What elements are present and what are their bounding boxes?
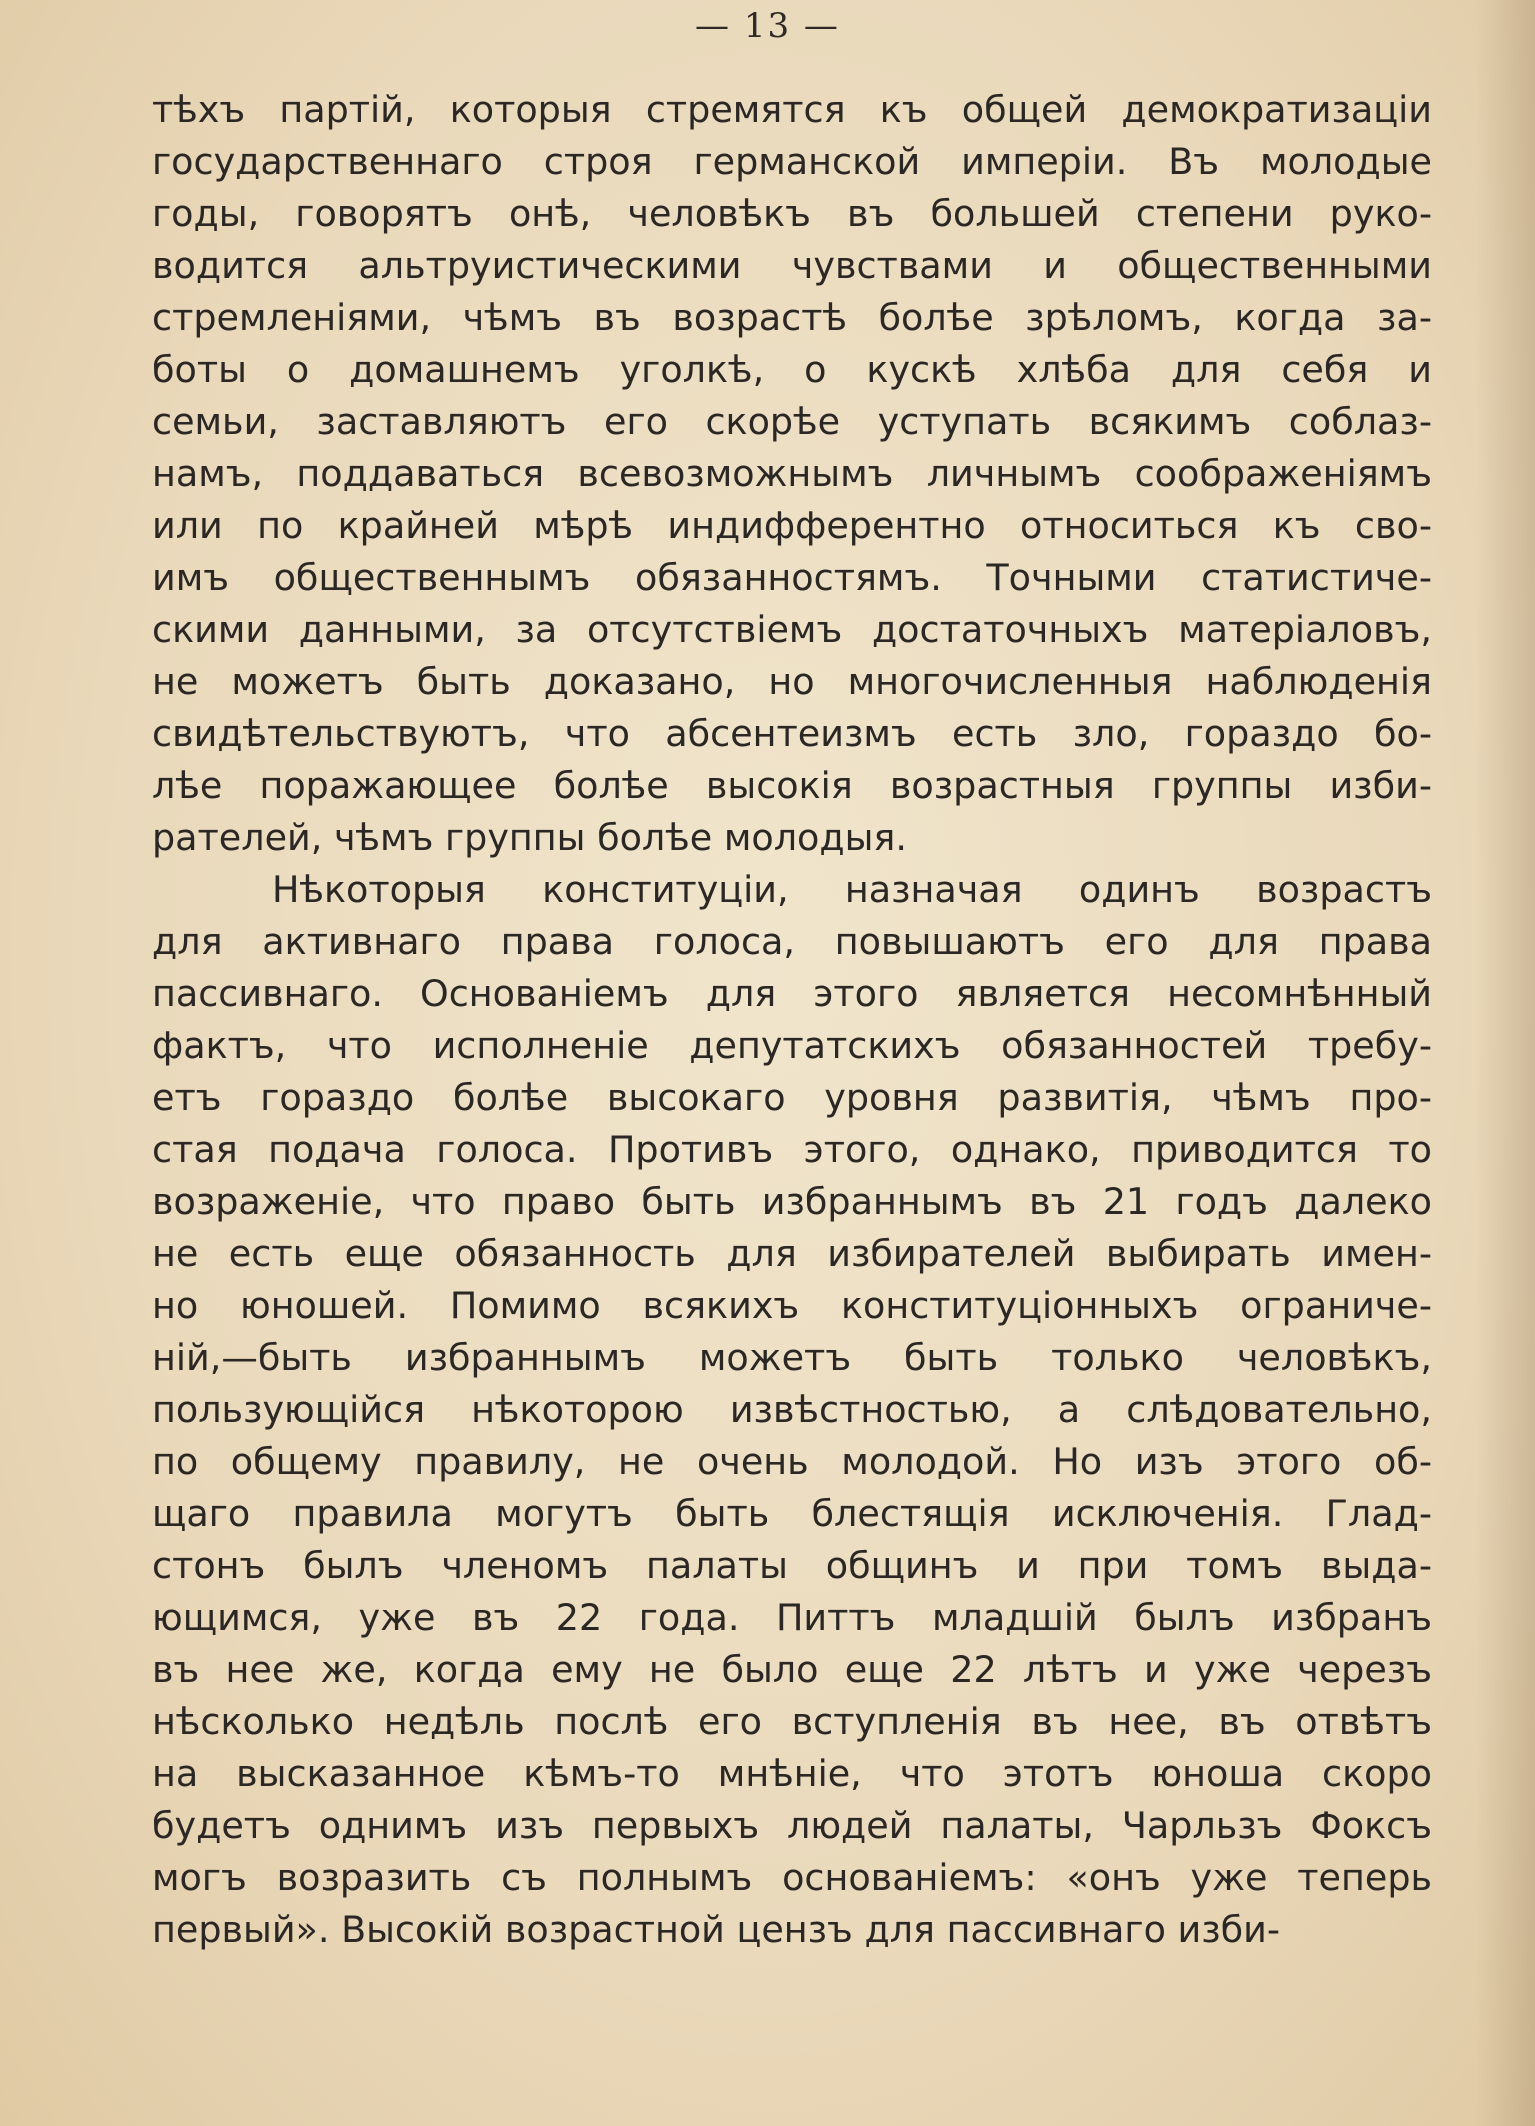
text-line: свидѣтельствуютъ, что абсентеизмъ есть зло, гораздо бо- <box>152 712 1432 755</box>
text-line: по общему правилу, не очень молодой. Но изъ этого об- <box>152 1440 1432 1483</box>
text-line: государственнаго строя германской имперіи. Въ молодые <box>152 140 1432 183</box>
text-line: лѣе поражающее болѣе высокія возрастныя группы изби- <box>152 764 1432 807</box>
text-line: годы, говорятъ онѣ, человѣкъ въ большей степени руко- <box>152 192 1432 235</box>
text-line: ющимся, уже въ 22 года. Питтъ младшій былъ избранъ <box>152 1596 1432 1639</box>
text-line: боты о домашнемъ уголкѣ, о кускѣ хлѣба для себя и <box>152 348 1432 391</box>
page-edge-shadow <box>1475 0 1535 2126</box>
text-line: стая подача голоса. Противъ этого, однако, приводится то <box>152 1128 1432 1171</box>
text-line: пассивнаго. Основаніемъ для этого является несомнѣнный <box>152 972 1432 1015</box>
text-line: на высказанное кѣмъ-то мнѣніе, что этотъ юноша скоро <box>152 1752 1432 1795</box>
text-line: имъ общественнымъ обязанностямъ. Точными статистиче- <box>152 556 1432 599</box>
text-line: тѣхъ партій, которыя стремятся къ общей демократизаціи <box>152 88 1432 131</box>
paragraph-1 <box>152 84 1432 864</box>
text-line: въ нее же, когда ему не было еще 22 лѣтъ и уже черезъ <box>152 1648 1432 1691</box>
text-line: етъ гораздо болѣе высокаго уровня развитія, чѣмъ про- <box>152 1076 1432 1119</box>
text-line: но юношей. Помимо всякихъ конституціонныхъ ограниче- <box>152 1284 1432 1327</box>
text-line: фактъ, что исполненіе депутатскихъ обязанностей требу- <box>152 1024 1432 1067</box>
text-line: могъ возразить съ полнымъ основаніемъ: «онъ уже теперь <box>152 1856 1432 1899</box>
text-line: не можетъ быть доказано, но многочисленныя наблюденія <box>152 660 1432 703</box>
page-number: — 13 — <box>695 6 840 46</box>
text-line: стремленіями, чѣмъ въ возрастѣ болѣе зрѣломъ, когда за- <box>152 296 1432 339</box>
text-line: будетъ однимъ изъ первыхъ людей палаты, Чарльзъ Фоксъ <box>152 1804 1432 1847</box>
text-line: пользующійся нѣкоторою извѣстностью, а слѣдовательно, <box>152 1388 1432 1431</box>
text-line: щаго правила могутъ быть блестящія исключенія. Глад- <box>152 1492 1432 1535</box>
text-line: нѣсколько недѣль послѣ его вступленія въ нее, въ отвѣтъ <box>152 1700 1432 1743</box>
text-line: или по крайней мѣрѣ индифферентно относиться къ сво- <box>152 504 1432 547</box>
paragraph-2 <box>152 864 1432 1956</box>
text-line: первый». Высокій возрастной цензъ для пассивнаго изби- <box>152 1908 1281 1951</box>
text-line: семьи, заставляютъ его скорѣе уступать всякимъ соблаз- <box>152 400 1432 443</box>
text-line: рателей, чѣмъ группы болѣе молодыя. <box>152 816 907 859</box>
text-line: не есть еще обязанность для избирателей выбирать имен- <box>152 1232 1432 1275</box>
text-line: стонъ былъ членомъ палаты общинъ и при томъ выда- <box>152 1544 1432 1587</box>
text-line: для активнаго права голоса, повышаютъ его для права <box>152 920 1432 963</box>
body-text <box>152 84 1432 1956</box>
text-line: водится альтруистическими чувствами и общественными <box>152 244 1432 287</box>
text-line: скими данными, за отсутствіемъ достаточныхъ матеріаловъ, <box>152 608 1432 651</box>
text-line: намъ, поддаваться всевозможнымъ личнымъ соображеніямъ <box>152 452 1432 495</box>
text-line: ній,—быть избраннымъ можетъ быть только человѣкъ, <box>152 1336 1432 1379</box>
text-line: Нѣкоторыя конституціи, назначая одинъ возрастъ <box>272 868 1432 911</box>
text-line: возраженіе, что право быть избраннымъ въ 21 годъ далеко <box>152 1180 1432 1223</box>
